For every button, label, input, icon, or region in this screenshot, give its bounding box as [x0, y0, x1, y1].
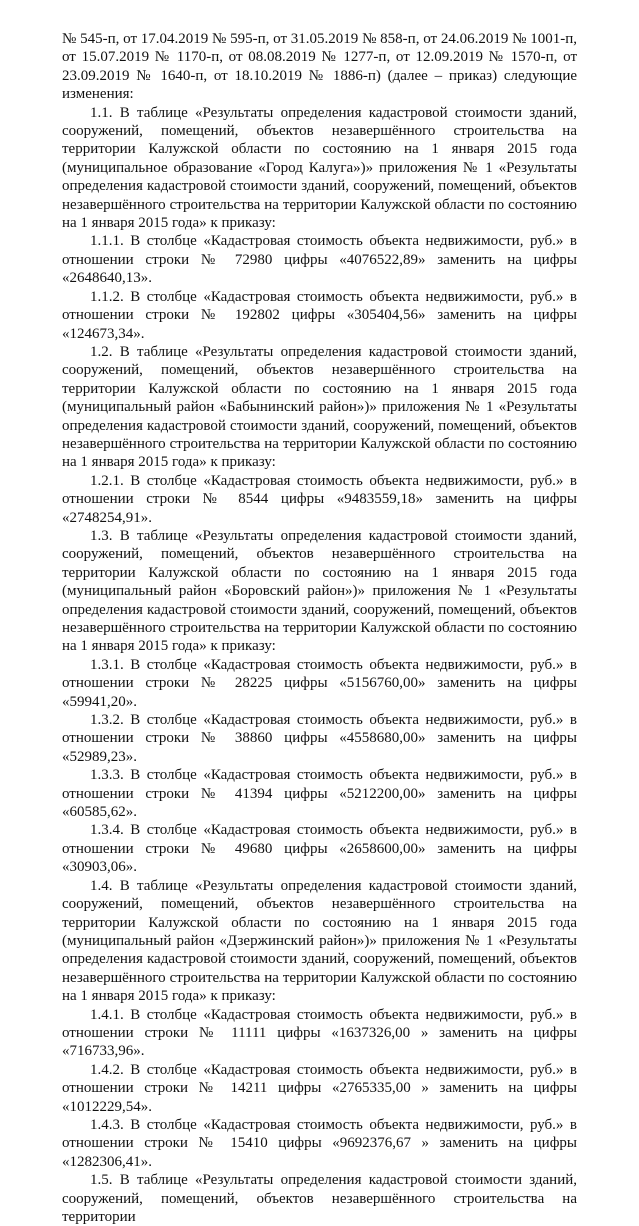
paragraph-1-3: 1.3. В таблице «Результаты определения кадастровой стоимости зданий, сооружений, помещений, объектов незавершённого строительства на территории Калужской области по состоянию на 1 января 2015 года (муниципальный район «Боровский район»)» приложения № 1 «Результаты определения кадастровой стоимости зданий, сооружений, помещений, объектов незавершённого строительства на территории Калужской области по состоянию на 1 января 2015 года» к приказу:: [62, 527, 577, 655]
paragraph-1-1: 1.1. В таблице «Результаты определения кадастровой стоимости зданий, сооружений, помещений, объектов незавершённого строительства на территории Калужской области по состоянию на 1 января 2015 года (муниципальное образование «Город Калуга»)» приложения № 1 «Результаты определения кадастровой стоимости зданий, сооружений, помещений, объектов незавершённого строительства на территории Калужской области по состоянию на 1 января 2015 года» к приказу:: [62, 104, 577, 232]
paragraph-1-5: 1.5. В таблице «Результаты определения кадастровой стоимости зданий, сооружений, помещений, объектов незавершённого строительства на территории: [62, 1172, 577, 1225]
paragraph-1-2: 1.2. В таблице «Результаты определения кадастровой стоимости зданий, сооружений, помещений, объектов незавершённого строительства на территории Калужской области по состоянию на 1 января 2015 года (муниципальный район «Бабынинский район»)» приложения № 1 «Результаты определения кадастровой стоимости зданий, сооружений, помещений, объектов незавершённого строительства на территории Калужской области по состоянию на 1 января 2015 года» к приказу:: [62, 343, 577, 471]
paragraph-1-1-2: 1.1.2. В столбце «Кадастровая стоимость объекта недвижимости, руб.» в отношении строки № 192802 цифры «305404,56» заменить на цифры «124673,34».: [62, 288, 577, 342]
paragraph-1-2-1: 1.2.1. В столбце «Кадастровая стоимость объекта недвижимости, руб.» в отношении строки № 8544 цифры «9483559,18» заменить на цифры «2748254,91».: [62, 472, 577, 526]
paragraph-1-4-1: 1.4.1. В столбце «Кадастровая стоимость объекта недвижимости, руб.» в отношении строки № 11111 цифры «1637326,00 » заменить на цифры «716733,96».: [62, 1006, 577, 1060]
paragraph-1-4: 1.4. В таблице «Результаты определения кадастровой стоимости зданий, сооружений, помещений, объектов незавершённого строительства на территории Калужской области по состоянию на 1 января 2015 года (муниципальный район «Дзержинский район»)» приложения № 1 «Результаты определения кадастровой стоимости зданий, сооружений, помещений, объектов незавершённого строительства на территории Калужской области по состоянию на 1 января 2015 года» к приказу:: [62, 877, 577, 1005]
paragraph-1-3-1: 1.3.1. В столбце «Кадастровая стоимость объекта недвижимости, руб.» в отношении строки № 28225 цифры «5156760,00» заменить на цифры «59941,20».: [62, 656, 577, 710]
paragraph-1-4-3: 1.4.3. В столбце «Кадастровая стоимость объекта недвижимости, руб.» в отношении строки № 15410 цифры «9692376,67 » заменить на цифры «1282306,41».: [62, 1116, 577, 1170]
intro-paragraph: № 545-п, от 17.04.2019 № 595-п, от 31.05.2019 № 858-п, от 24.06.2019 № 1001-п, от 15.07.2019 № 1170-п, от 08.08.2019 № 1277-п, от 12.09.2019 № 1570-п, от 23.09.2019 № 1640-п, от 18.10.2019 № 1886-п) (далее – приказ) следующие изменения:: [62, 31, 577, 103]
paragraph-1-3-3: 1.3.3. В столбце «Кадастровая стоимость объекта недвижимости, руб.» в отношении строки № 41394 цифры «5212200,00» заменить на цифры «60585,62».: [62, 767, 577, 821]
paragraph-1-4-2: 1.4.2. В столбце «Кадастровая стоимость объекта недвижимости, руб.» в отношении строки № 14211 цифры «2765335,00 » заменить на цифры «1012229,54».: [62, 1061, 577, 1115]
paragraph-1-3-4: 1.3.4. В столбце «Кадастровая стоимость объекта недвижимости, руб.» в отношении строки № 49680 цифры «2658600,00» заменить на цифры «30903,06».: [62, 822, 577, 876]
paragraph-1-3-2: 1.3.2. В столбце «Кадастровая стоимость объекта недвижимости, руб.» в отношении строки № 38860 цифры «4558680,00» заменить на цифры «52989,23».: [62, 712, 577, 765]
paragraph-1-1-1: 1.1.1. В столбце «Кадастровая стоимость объекта недвижимости, руб.» в отношении строки № 72980 цифры «4076522,89» заменить на цифры «2648640,13».: [62, 233, 577, 287]
